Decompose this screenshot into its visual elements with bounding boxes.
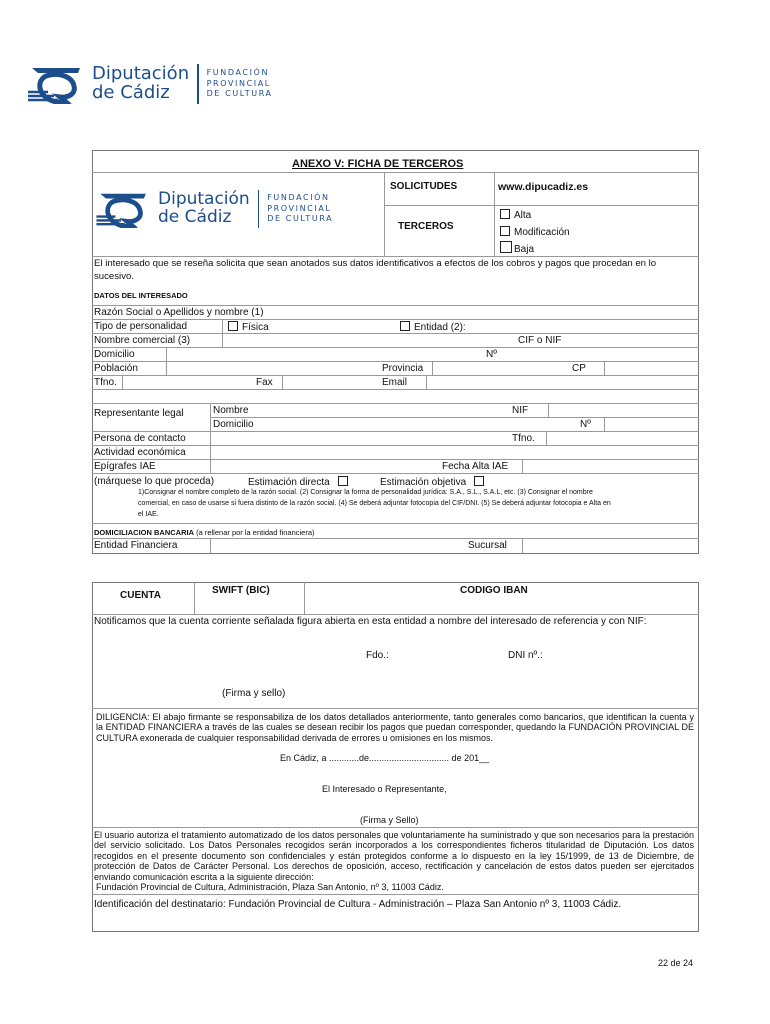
tipo-personalidad-label: Tipo de personalidad [94, 321, 188, 332]
form-title: ANEXO V: FICHA DE TERCEROS [292, 158, 464, 170]
form-logo-sub-line2: PROVINCIAL [267, 203, 332, 213]
terceros-label: TERCEROS [398, 221, 454, 232]
interesado-rep-label: El Interesado o Representante, [322, 784, 447, 794]
epigrafes-label: Epígrafes IAE [94, 461, 156, 472]
footnote-line3: el IAE. [138, 511, 159, 518]
rep-nombre-label: Nombre [213, 405, 249, 416]
fdo-label: Fdo.: [366, 650, 389, 661]
checkbox-estimacion-directa[interactable] [338, 476, 348, 486]
rep-nif-label: NIF [512, 405, 529, 416]
logo-sub-line1: FUNDACIÓN [206, 68, 270, 78]
footnote-line2: comercial, en caso de usarse si fuera distinto de la razón social. (4) Se deberá adjuntar fotocopia del CIF/DNI. (5) Se deberá adjuntar fotocopia e Alta en [138, 500, 611, 507]
rep-numero-label: Nº [580, 419, 591, 430]
identificacion-text: Identificación del destinatario: Fundación Provincial de Cultura - Administración – Plaza San Antonio nº 3, 11003 Cádiz. [94, 899, 622, 910]
checkbox-baja[interactable] [500, 241, 512, 253]
form-logo-sub-line1: FUNDACIÓN [267, 193, 330, 203]
form-logo-sub-line3: DE CULTURA [267, 214, 334, 224]
checkbox-fisica[interactable] [228, 321, 238, 331]
fax-label: Fax [256, 377, 273, 388]
diligencia-text: DILIGENCIA: El abajo firmante se responsabiliza de los datos detallados anteriormente, tanto generales como bancarios, que identifican la cuenta y la ENTIDAD FINANCIERA a través de las cuales se desean recibir los pagos que puedan corresponder, quedando la FUNDACIÓN PROVINCIAL DE CULTURA exonerada de cualquier responsabilidad derivada de errores u omisiones en los mismos. [96, 712, 694, 743]
representante-label: Representante legal [94, 408, 184, 419]
dni-label: DNI nº.: [508, 650, 543, 661]
nombre-comercial-label: Nombre comercial (3) [94, 335, 191, 346]
form-logo-title-line2: de Cádiz [158, 207, 232, 227]
logo-title-line1: Diputación [92, 63, 190, 85]
privacy-text: El usuario autoriza el tratamiento automatizado de los datos personales que voluntariamente ha suministrado y que son necesarios para la prestación del servicio solicitado. Los Datos Personales recogidos serán incorporados a los correspondientes ficheros titularidad de Diputación. Los datos recogidos en el presente documento son confidenciales y están protegidos conforme a lo dispuesto en la ley 15/1999, de 13 de Diciembre, de protección de Datos de Carácter Personal. Los derechos de oposición, acceso, rectificación y cancelación de estos datos pueden ser ejercitados enviando comunicación escrita a la siguiente dirección: [94, 830, 694, 882]
contacto-tfno-label: Tfno. [512, 433, 535, 444]
notificamos-text: Notificamos que la cuenta corriente señalada figura abierta en esta entidad a nombre del interesado de referencia y con NIF: [94, 616, 647, 627]
form-logo [96, 190, 333, 228]
provincia-label: Provincia [382, 363, 424, 374]
swift-header: SWIFT (BIC) [212, 585, 270, 596]
logo-sub-line3: DE CULTURA [206, 89, 273, 99]
razon-social-label: Razón Social o Apellidos y nombre (1) [94, 307, 264, 318]
checkbox-alta[interactable] [500, 209, 510, 219]
marquese-label: (márquese lo que proceda) [94, 476, 215, 487]
footnote-line1: 1)Consignar el nombre completo de la razón social. (2) Consignar la forma de personalidad jurídica: S.A., S.L., S.A.L, etc. (3) Consignar el nombre [138, 489, 593, 496]
numero-label: Nº [486, 349, 497, 360]
option-fisica[interactable]: Física [228, 321, 269, 334]
form-logo-title-line1: Diputación [158, 189, 250, 210]
cp-label: CP [572, 363, 586, 374]
actividad-label: Actividad económica [94, 447, 186, 458]
checkbox-modificacion[interactable] [500, 226, 510, 236]
top-logo [28, 64, 273, 104]
sucursal-label: Sucursal [468, 540, 507, 551]
form-logo-separator [258, 190, 260, 228]
option-entidad[interactable]: Entidad (2): [400, 321, 466, 334]
checkbox-estimacion-objetiva[interactable] [474, 476, 484, 486]
diputacion-emblem-icon [96, 190, 152, 228]
poblacion-label: Población [94, 363, 138, 374]
estimacion-objetiva-option[interactable]: Estimación objetiva [380, 476, 488, 489]
page-number: 22 de 24 [658, 958, 694, 968]
privacy-address: Fundación Provincial de Cultura, Administración, Plaza San Antonio, nº 3, 11003 Cádiz. [96, 882, 444, 892]
logo-title-line2: de Cádiz [92, 82, 170, 103]
checkbox-entidad[interactable] [400, 321, 410, 331]
domiciliacion-heading: DOMICILIACION BANCARIA (a rellenar por la entidad financiera) [94, 528, 315, 537]
entidad-financiera-label: Entidad Financiera [94, 540, 178, 551]
rep-domicilio-label: Domicilio [213, 419, 254, 430]
website-text: www.dipucadiz.es [498, 181, 589, 193]
firma-sello-label: (Firma y sello) [222, 688, 286, 699]
option-modificacion[interactable]: Modificación [500, 226, 570, 239]
logo-separator [197, 64, 199, 104]
cif-label: CIF o NIF [518, 335, 562, 346]
cuenta-header: CUENTA [120, 590, 161, 601]
iban-header: CODIGO IBAN [460, 585, 528, 596]
logo-sub-line2: PROVINCIAL [206, 78, 271, 88]
option-baja[interactable]: Baja [500, 241, 534, 256]
estimacion-directa-option[interactable]: Estimación directa [248, 476, 352, 489]
diputacion-emblem-icon [28, 64, 86, 104]
en-cadiz-line: En Cádiz, a ............de................................ de 201__ [280, 753, 490, 763]
solicitudes-label: SOLICITUDES [390, 181, 458, 192]
tfno-label: Tfno. [94, 377, 117, 388]
persona-contacto-label: Persona de contacto [94, 433, 186, 444]
firma-sello2-label: (Firma y Sello) [360, 815, 419, 825]
section-datos-interesado: DATOS DEL INTERESADO [94, 291, 188, 300]
option-alta[interactable]: Alta [500, 209, 531, 222]
fecha-alta-label: Fecha Alta IAE [442, 461, 509, 472]
domicilio-label: Domicilio [94, 349, 135, 360]
email-label: Email [382, 377, 408, 388]
intro-text: El interesado que se reseña solicita que sean anotados sus datos identificativos a efectos de los cobros y pagos que procedan en lo sucesivo. [94, 258, 657, 282]
